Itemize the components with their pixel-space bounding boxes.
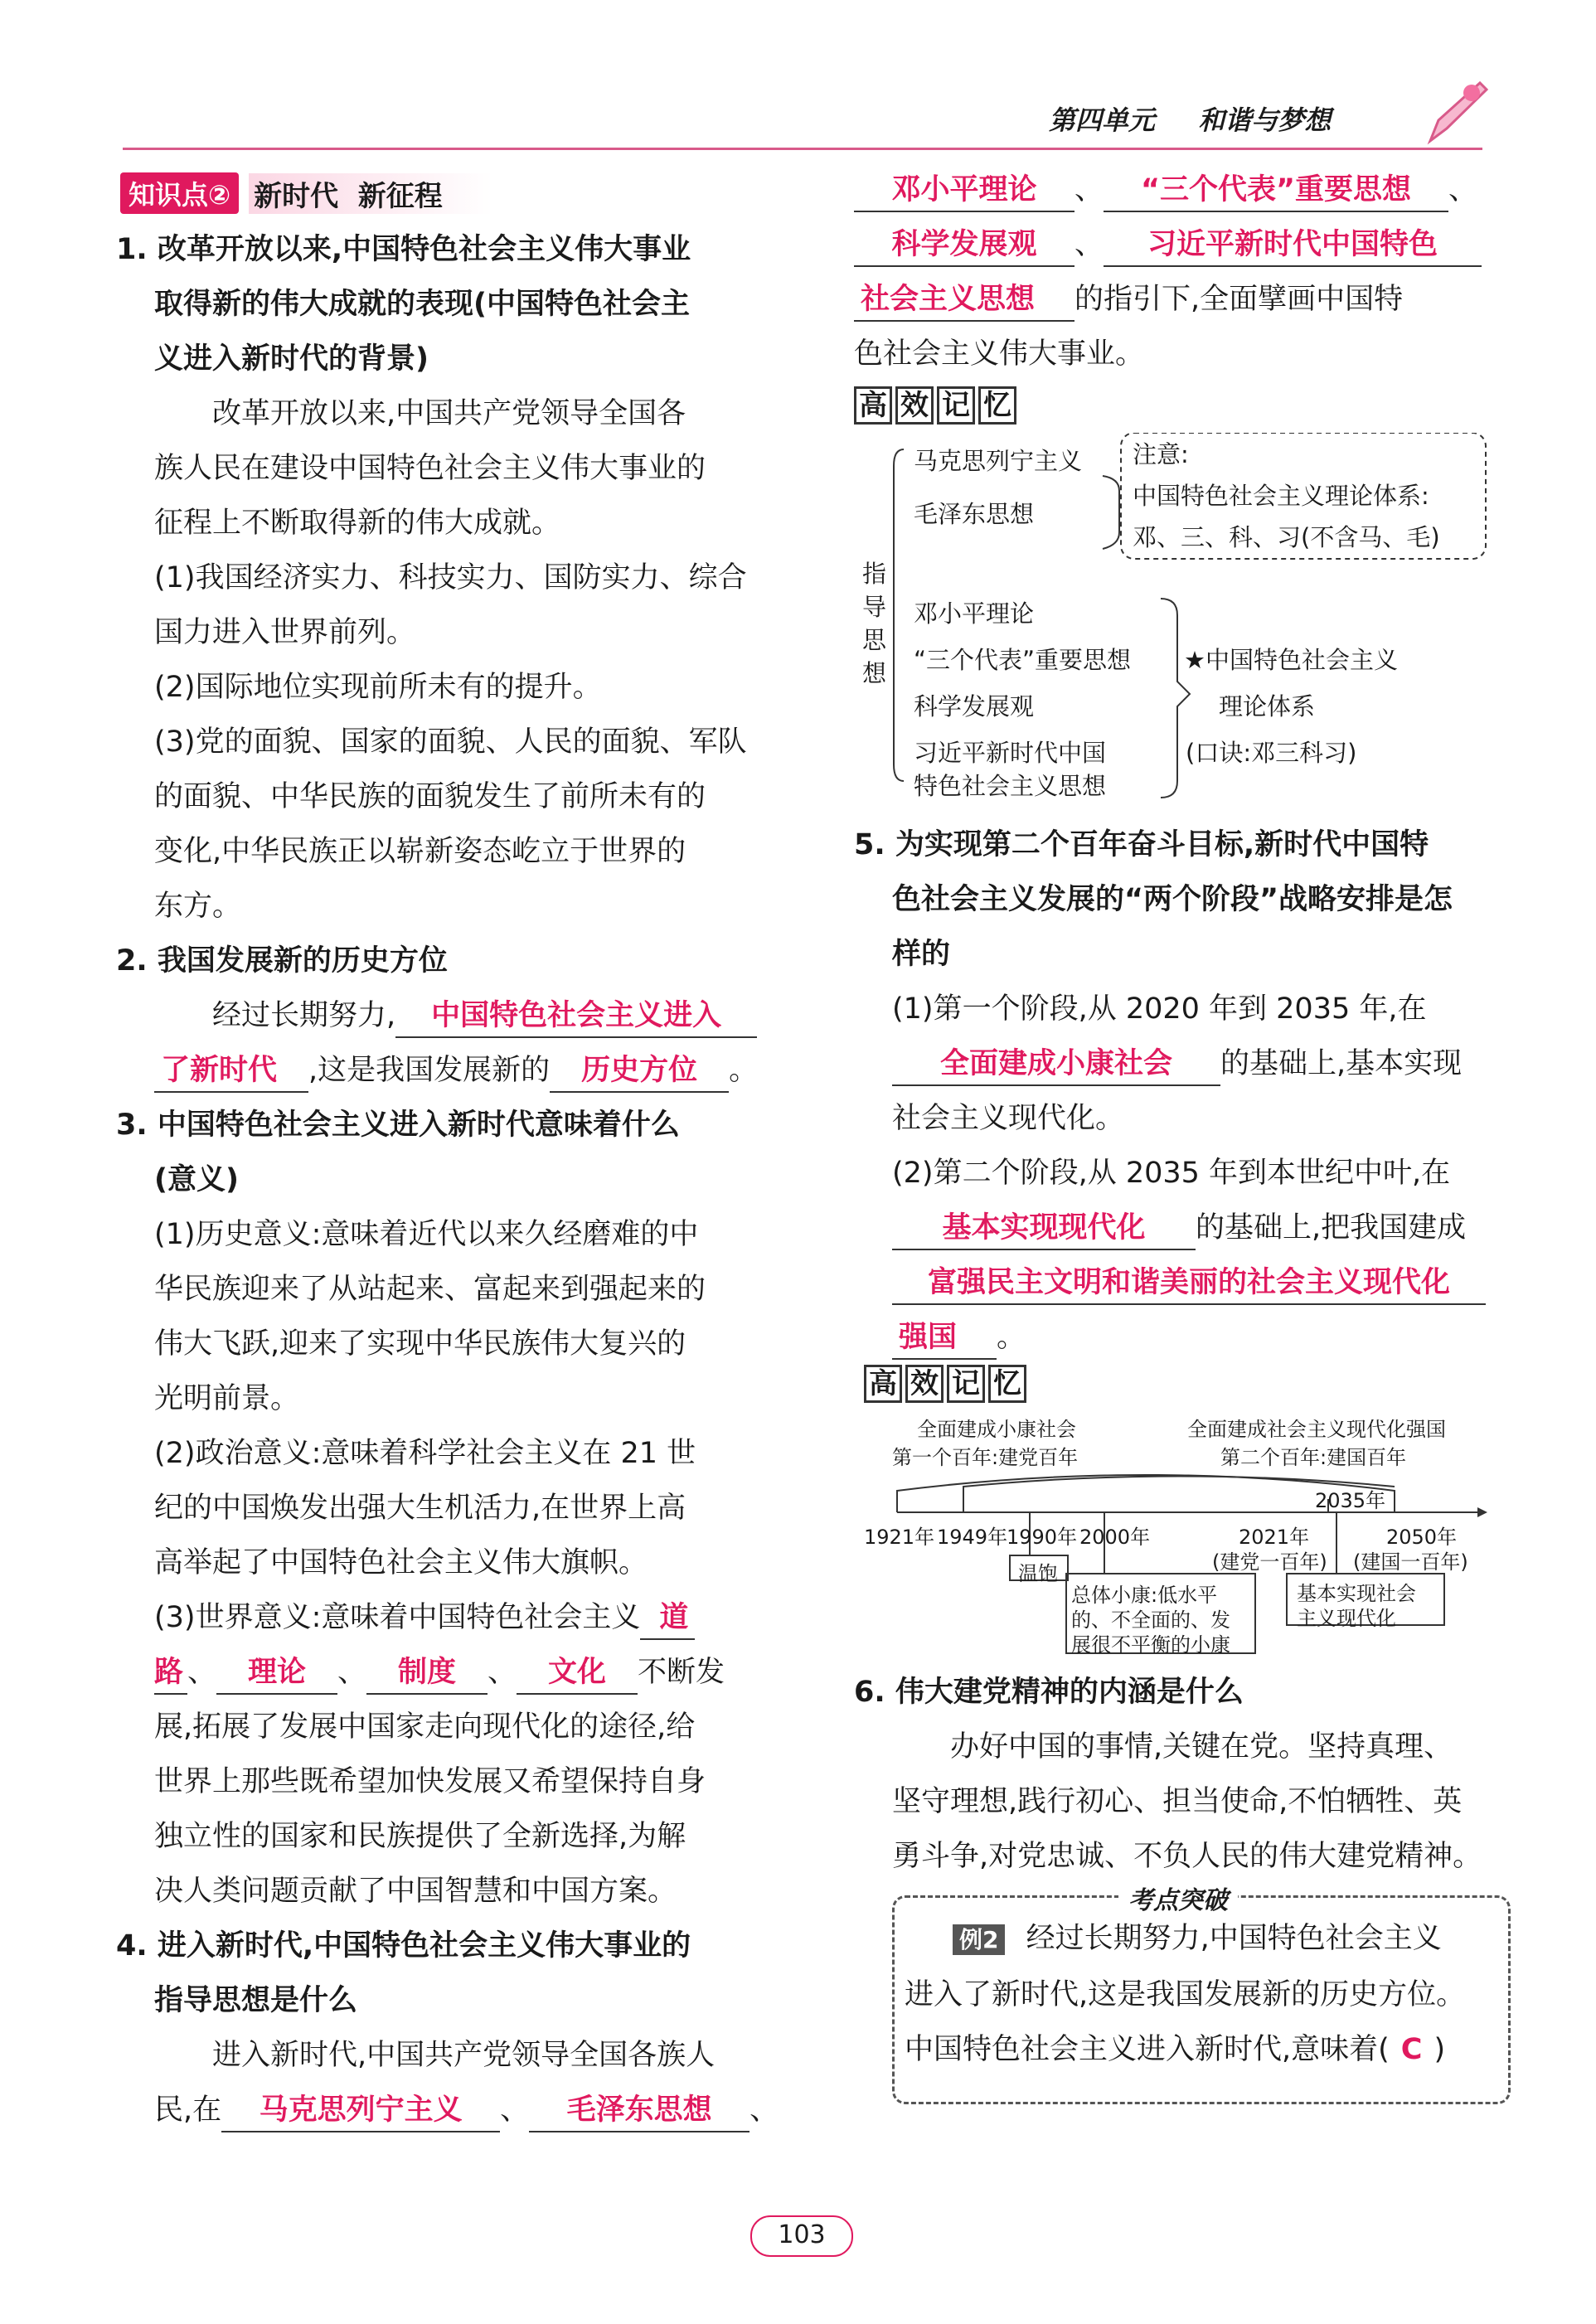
- q2-title: 2. 我国发展新的历史方位: [116, 944, 448, 978]
- timeline-sub: (建国一百年): [1353, 1550, 1468, 1574]
- timeline-label: 全面建成社会主义现代化强国: [1187, 1418, 1446, 1441]
- q1-body: 改革开放以来,中国共产党领导全国各: [212, 397, 686, 430]
- timeline-year: 2035年: [1315, 1489, 1386, 1512]
- q3-body: 光明前景。: [154, 1382, 300, 1415]
- left-column: [116, 222, 792, 2137]
- timeline-box: 展很不平衡的小康: [1071, 1633, 1230, 1657]
- q1-body: 变化,中华民族正以崭新姿态屹立于世界的: [154, 835, 686, 868]
- example-line3: [895, 2022, 1508, 2077]
- memo-char: 高: [864, 1365, 902, 1403]
- q2-answer-2: 历史方位: [550, 1050, 729, 1093]
- q1-body: 东方。: [154, 890, 242, 923]
- timeline-year: 2000年: [1079, 1526, 1151, 1549]
- q6-body: 坚守理想,践行初心、担当使命,不怕牺牲、英: [892, 1785, 1463, 1818]
- q3-body: 高举起了中国特色社会主义伟大旗帜。: [154, 1546, 648, 1579]
- q5-title: 样的: [892, 938, 951, 971]
- q3-after: 不断发: [638, 1656, 725, 1689]
- page-number: [750, 2215, 853, 2257]
- q3-body: (1)历史意义:意味着近代以来久经磨难的中: [154, 1218, 699, 1251]
- r-tail1: 的指引下,全面擘画中国特: [1075, 283, 1404, 316]
- diagram-side-label: 指导思想: [862, 560, 887, 687]
- memo-char: 记: [947, 1365, 985, 1403]
- q6-body: 勇斗争,对党忠诚、不负人民的伟大建党精神。: [892, 1840, 1482, 1873]
- timeline-box: 基本实现社会: [1297, 1582, 1416, 1605]
- q3-body: 伟大飞跃,迎来了实现中华民族伟大复兴的: [154, 1327, 686, 1361]
- answer-deng: 邓小平理论: [854, 169, 1075, 212]
- answer-xi-1: 习近平新时代中国特色: [1104, 224, 1482, 267]
- r-line2: [854, 217, 1501, 272]
- section-title: 新时代 新征程: [249, 173, 492, 214]
- q5-end: 。: [997, 1321, 1026, 1354]
- section-heading: [120, 172, 492, 214]
- q3-world-line: [116, 1590, 792, 1645]
- q3-body: 纪的中国焕发出强大生机活力,在世界上高: [154, 1492, 686, 1525]
- q1-body: (2)国际地位实现前所未有的提升。: [154, 671, 602, 704]
- timeline-box: 温饱: [1018, 1562, 1058, 1585]
- q3-tail: 世界上那些既希望加快发展又希望保持自身: [154, 1765, 706, 1798]
- diagram-item: “三个代表”重要思想: [914, 646, 1132, 674]
- r-line3: [854, 272, 1501, 327]
- example-close: ): [1433, 2033, 1446, 2066]
- diagram-item: 邓小平理论: [914, 599, 1035, 628]
- section-badge: 知识点②: [120, 172, 239, 214]
- diagram-item: 马克思列宁主义: [914, 447, 1083, 475]
- memo-title-2: [864, 1365, 1501, 1408]
- q5-p1: (1)第一个阶段,从 2020 年到 2035 年,在: [892, 992, 1427, 1026]
- q2-pre: 经过长期努力,: [212, 999, 396, 1032]
- q5-p1c: 社会主义现代化。: [892, 1102, 1125, 1135]
- q4-body1: 进入新时代,中国共产党领导全国各族人: [212, 2039, 716, 2072]
- q1-body: 国力进入世界前列。: [154, 616, 416, 649]
- diagram-item: 习近平新时代中国: [914, 739, 1107, 767]
- q3-answer-road-b: 路: [154, 1652, 187, 1695]
- example-text: 中国特色社会主义进入新时代,意味着(: [905, 2033, 1390, 2066]
- example-answer: C: [1400, 2033, 1423, 2066]
- diagram-result: ★中国特色社会主义: [1184, 646, 1398, 674]
- q4-answer-marxism: 马克思列宁主义: [221, 2089, 500, 2132]
- q4-title-2: 指导思想是什么: [154, 1984, 358, 2017]
- q5-p1-line2: [854, 1036, 1501, 1091]
- diagram-item: 科学发展观: [914, 692, 1035, 720]
- example-text: 经过长期努力,中国特色社会主义: [1026, 1922, 1442, 1955]
- timeline-year: 1921年: [864, 1526, 935, 1549]
- q5-answer-3: 富强民主文明和谐美丽的社会主义现代化: [892, 1262, 1486, 1305]
- q3-answer-road-a: 道: [640, 1597, 695, 1640]
- q3-tail: 决人类问题贡献了中国智慧和中国方案。: [154, 1875, 677, 1908]
- q5-p1b: 的基础上,基本实现: [1220, 1047, 1463, 1080]
- timeline-box: 的、不全面的、发: [1071, 1608, 1230, 1632]
- q5-p2: (2)第二个阶段,从 2035 年到本世纪中叶,在: [892, 1157, 1451, 1190]
- diagram-item: 特色社会主义思想: [914, 772, 1107, 800]
- sep: 、: [337, 1656, 367, 1689]
- q3-answer-culture: 文化: [517, 1652, 638, 1695]
- memo-char: 高: [854, 386, 892, 425]
- example-line1: [895, 1911, 1508, 1967]
- q3-tail: 独立性的国家和民族提供了全新选择,为解: [154, 1820, 686, 1853]
- memo-char: 忆: [988, 1365, 1026, 1403]
- timeline-sub: (建党一百年): [1212, 1550, 1327, 1574]
- q1-title-2: 取得新的伟大成就的表现(中国特色社会主: [154, 288, 690, 321]
- q2-line2: [116, 1043, 792, 1098]
- q1-body: 征程上不断取得新的伟大成就。: [154, 507, 561, 540]
- diagram-result: 理论体系: [1219, 692, 1316, 720]
- kaodian-label: 考点突破: [1128, 1886, 1228, 1915]
- timeline-label: 第二个百年:建国百年: [1220, 1446, 1407, 1469]
- diagram-result: (口诀:邓三科习): [1186, 739, 1357, 767]
- pencil-icon: [1422, 75, 1488, 149]
- q4-pre: 民,在: [154, 2094, 222, 2127]
- example-box: [892, 1886, 1511, 2104]
- page-number-text: 103: [778, 2220, 826, 2249]
- sep: 、: [1075, 173, 1104, 206]
- q5-p2b: 的基础上,把我国建成: [1196, 1211, 1467, 1244]
- unit-label: 第四单元: [1049, 104, 1156, 136]
- memo-char: 效: [905, 1365, 944, 1403]
- r-line1: [854, 163, 1501, 217]
- timeline-year: 1949年: [937, 1526, 1008, 1549]
- q3-body: (2)政治意义:意味着科学社会主义在 21 世: [154, 1437, 696, 1470]
- example-text: 进入了新时代,这是我国发展新的历史方位。: [905, 1978, 1466, 2011]
- memo-char: 记: [937, 386, 975, 425]
- q5-p2-line2: [854, 1201, 1501, 1255]
- q4-answer-mao: 毛泽东思想: [529, 2089, 749, 2132]
- q3-answer-system: 制度: [366, 1652, 488, 1695]
- diagram-note: 注意:: [1133, 440, 1189, 468]
- timeline-label: 全面建成小康社会: [917, 1418, 1076, 1441]
- q2-answer-1: 中国特色社会主义进入: [395, 995, 757, 1038]
- diagram-note: 邓、三、科、习(不含马、毛): [1133, 523, 1440, 551]
- answer-science: 科学发展观: [854, 224, 1075, 267]
- right-column: [854, 163, 1501, 2104]
- q3-body: 华民族迎来了从站起来、富起来到强起来的: [154, 1273, 706, 1306]
- sep: 、: [488, 1656, 517, 1689]
- sep: 、: [749, 2094, 779, 2127]
- q1-body: 的面貌、中华民族的面貌发生了前所未有的: [154, 780, 706, 813]
- q3-answer-theory: 理论: [216, 1652, 337, 1695]
- q4-line2: [116, 2083, 792, 2137]
- timeline-label: 第一个百年:建党百年: [892, 1446, 1079, 1469]
- q1-title-1: 1. 改革开放以来,中国特色社会主义伟大事业: [116, 233, 691, 266]
- q2-line1: [116, 988, 792, 1043]
- unit-title: 和谐与梦想: [1198, 104, 1332, 136]
- page-header: [1049, 99, 1331, 138]
- q6-body: 办好中国的事情,关键在党。坚持真理、: [950, 1730, 1453, 1764]
- q3-title-2: (意义): [154, 1163, 239, 1196]
- sep: 、: [1448, 173, 1478, 206]
- q5-answer-2: 基本实现现代化: [892, 1207, 1196, 1250]
- q5-p2-line4: [854, 1310, 1501, 1365]
- q5-p2-line3: [854, 1255, 1501, 1310]
- memo-char: 效: [895, 386, 934, 425]
- memo-char: 忆: [978, 386, 1016, 425]
- sep: 、: [500, 2094, 530, 2127]
- q1-body: (1)我国经济实力、科技实力、国防实力、综合: [154, 561, 747, 594]
- q5-answer-3b: 强国: [892, 1317, 997, 1360]
- timeline-year: 1990年: [1007, 1526, 1078, 1549]
- q2-mid: ,这是我国发展新的: [308, 1054, 551, 1087]
- q1-title-3: 义进入新时代的背景): [154, 342, 429, 376]
- diagram-item: 毛泽东思想: [914, 500, 1035, 528]
- timeline-box: 主义现代化: [1297, 1607, 1396, 1630]
- q2-end: 。: [729, 1054, 759, 1087]
- header-rule: [123, 148, 1482, 150]
- diagram-note: 中国特色社会主义理论体系:: [1133, 482, 1429, 510]
- answer-xi-2: 社会主义思想: [854, 279, 1075, 322]
- q6-title: 6. 伟大建党精神的内涵是什么: [854, 1676, 1244, 1709]
- q3-answers-line: [116, 1645, 792, 1700]
- sep: 、: [1075, 228, 1104, 261]
- q3-title-1: 3. 中国特色社会主义进入新时代意味着什么: [116, 1109, 680, 1142]
- q5-title: 色社会主义发展的“两个阶段”战略安排是怎: [892, 883, 1453, 916]
- timeline-diagram: [864, 1408, 1501, 1665]
- guiding-thought-diagram: [854, 433, 1501, 814]
- q2-answer-1b: 了新时代: [154, 1050, 308, 1093]
- example-badge: 例2: [953, 1924, 1005, 1955]
- q1-body: 族人民在建设中国特色社会主义伟大事业的: [154, 452, 706, 485]
- q3-tail: 展,拓展了发展中国家走向现代化的途径,给: [154, 1710, 696, 1744]
- kaodian-title: [1118, 1880, 1238, 1916]
- q5-title: 5. 为实现第二个百年奋斗目标,新时代中国特: [854, 828, 1429, 861]
- q4-title-1: 4. 进入新时代,中国特色社会主义伟大事业的: [116, 1929, 691, 1963]
- q3-world-pre: (3)世界意义:意味着中国特色社会主义: [154, 1601, 641, 1634]
- memo-title-1: [854, 386, 1501, 429]
- timeline-year: 2050年: [1386, 1526, 1458, 1549]
- sep: 、: [187, 1656, 217, 1689]
- timeline-year: 2021年: [1239, 1526, 1310, 1549]
- r-tail2: 色社会主义伟大事业。: [854, 337, 1145, 371]
- timeline-box: 总体小康:低水平: [1071, 1584, 1218, 1607]
- answer-three-represents: “三个代表”重要思想: [1104, 169, 1448, 212]
- q1-body: (3)党的面貌、国家的面貌、人民的面貌、军队: [154, 725, 747, 759]
- q5-answer-1: 全面建成小康社会: [892, 1043, 1220, 1086]
